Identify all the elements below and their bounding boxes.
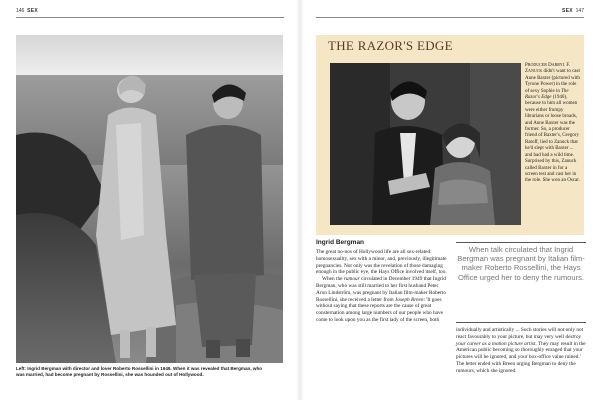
pullquote-bottom-rule <box>456 322 586 323</box>
article-heading: Ingrid Bergman <box>316 239 365 246</box>
right-header-rule <box>316 17 584 18</box>
article-paragraph-3 <box>456 327 586 375</box>
para-2-part-b: circulated in December 1949 that Ingrid Bergman, who was still married to her first husband Peter Aron Lindström, was pregnant by Italian film-maker Roberto Rossellini, she received a letter from <box>316 276 447 303</box>
article-paragraph-2 <box>316 276 448 324</box>
para-2-part-a: When the <box>322 276 344 283</box>
right-page <box>300 0 600 400</box>
sidebar-text-1: didn't want to cast Anne Baxter (pictured with Tyrone Power) in the role of sexy Sophie in <box>525 69 580 94</box>
para-2-italic: rumour <box>343 276 360 283</box>
sidebar-film-title: The Razor's Edge <box>525 88 569 101</box>
left-page-number: 146 <box>16 8 25 14</box>
para-3-part-a: individually and artistically ... Such stories will not only not react favourably to your picture, but may very well <box>456 327 584 340</box>
right-folio <box>562 8 584 14</box>
sidebar-title: THE RAZOR'S EDGE <box>328 38 453 53</box>
razors-edge-sidebar <box>316 35 584 235</box>
article-column-2 <box>456 327 586 375</box>
para-2-italic-2: Joseph Breen <box>395 296 424 303</box>
article-paragraph-1: The great no-nos of Hollywood life are all sex-related: homosexuality, sex with a minor, and, previously, illegitimate pregnancies. Not only was the revelation of those damaging enough in the public eye, the Hays Office involved itself, too. <box>316 249 447 276</box>
para-3-italic: destroy your career as a motion picture artist <box>456 333 581 347</box>
pullquote: When talk circulated that Ingrid Bergman was pregnant by Italian film-maker Roberto Rossellini, the Hays Office urged her to deny the rumours. <box>457 245 585 282</box>
right-page-number: 147 <box>575 8 584 14</box>
baxter-power-photo <box>330 63 521 225</box>
para-3-part-b: . They may result in the American public becoming so thoroughly enraged that your pictures will be ignored, and your box-office value ruined.' The letter ended with Breen urging Bergman to deny the rumours, which she ignored. <box>456 340 586 374</box>
left-folio <box>16 8 38 14</box>
photo-caption: Left: Ingrid Bergman with director and lover Roberto Rossellini in 1949. When it was revealed that Bergman, who was married, had become pregnant by Rossellini, she was hounded out of Hollywood. <box>16 366 263 378</box>
right-section-name: SEX <box>561 8 573 14</box>
bergman-rossellini-photo <box>16 35 283 363</box>
sidebar-lead: Producer Darryl F. Zanuck <box>525 63 570 75</box>
left-header-rule <box>16 17 284 18</box>
para-2-part-c: : 'It goes without saying that these reports are the cause of great consternation among large numbers of our people who have come to look upon you as the first lady of the screen, both <box>316 296 443 323</box>
article-column-1 <box>316 249 448 324</box>
pullquote-top-rule <box>456 242 586 243</box>
sidebar-text <box>525 63 581 185</box>
sidebar-text-2: (1946), because to him all women were either frumpy librarians or loose broads, and Anne Baxter was the former. So, a producer friend of Baxter's, Gregory Ratoff, lied to Zanuck that he'd slept with Baxter ... and had had a wild time. Surprised by this, Zanuck called Baxter in for a screen test and cast her in the role. She won an Oscar. <box>525 95 580 184</box>
left-section-name: SEX <box>27 8 39 14</box>
